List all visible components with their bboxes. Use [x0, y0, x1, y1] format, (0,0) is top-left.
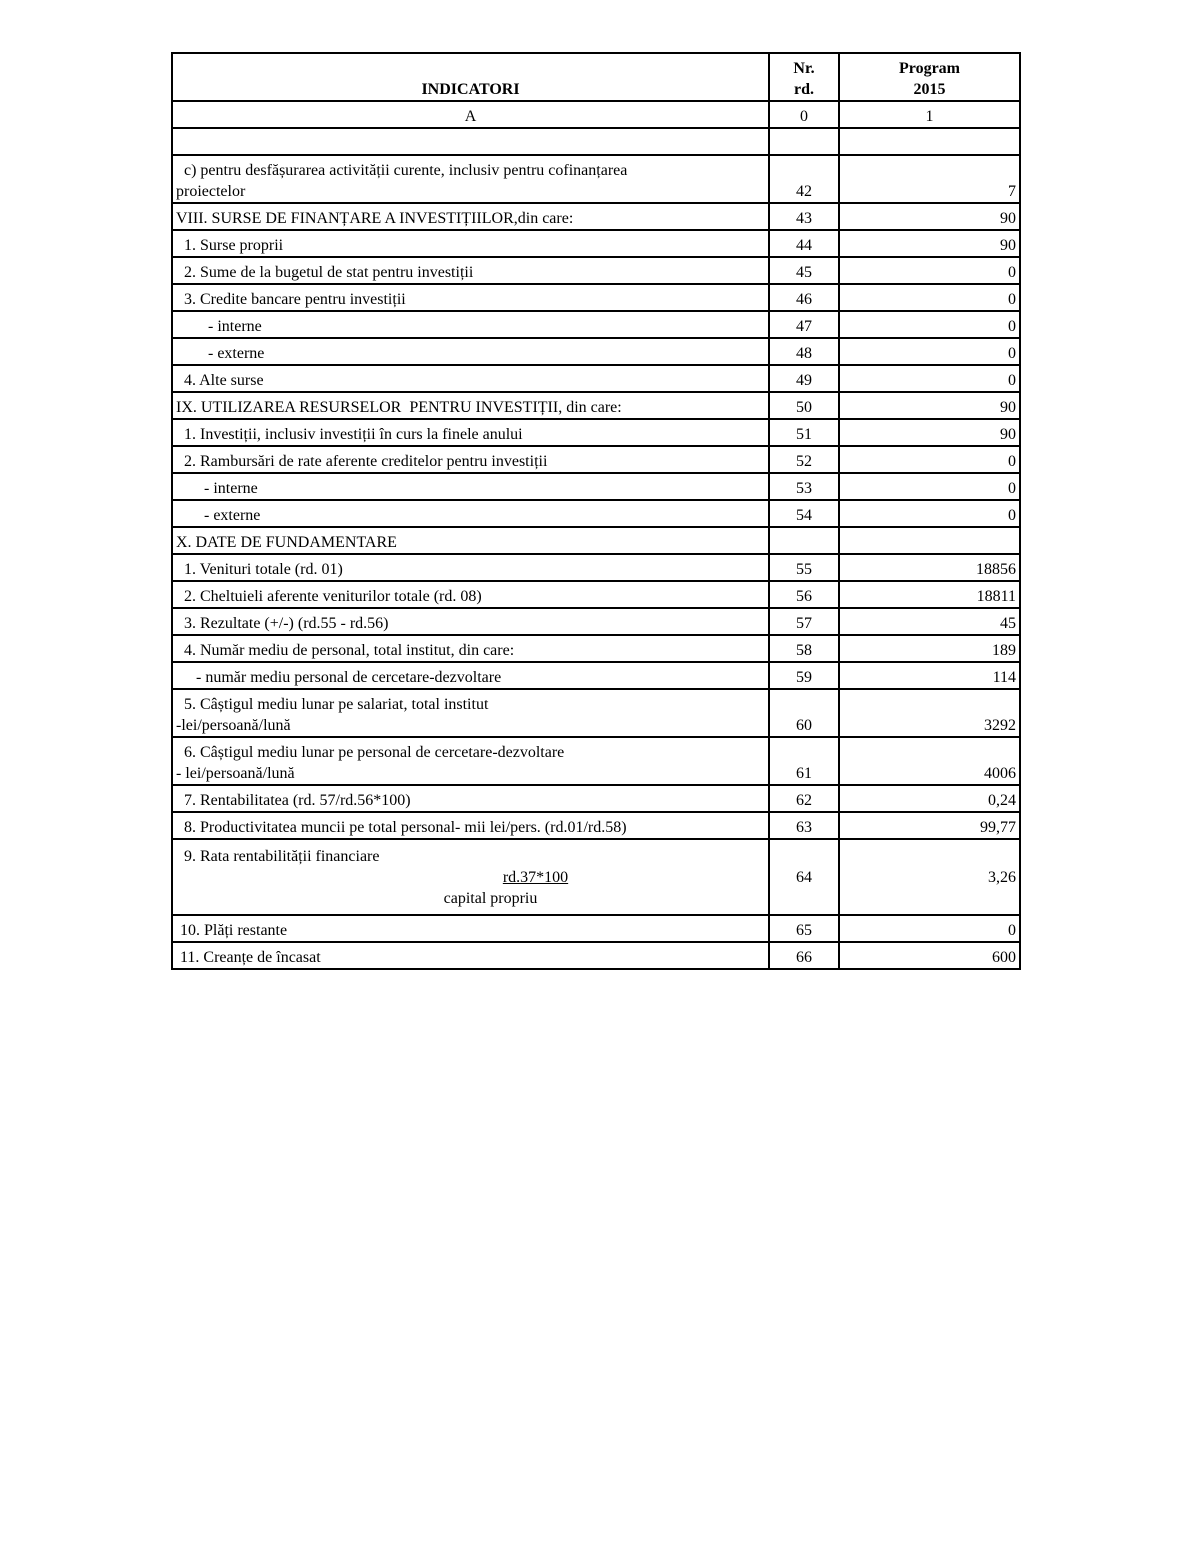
row-label: 11. Creanțe de încasat — [172, 942, 769, 969]
table-row — [172, 689, 1020, 737]
row-nr: 57 — [769, 608, 839, 635]
row-nr: 59 — [769, 662, 839, 689]
row-value: 0 — [839, 365, 1020, 392]
row-label-line2: -lei/persoană/lună — [176, 717, 291, 734]
row-value: 0 — [839, 338, 1020, 365]
row-label: 4. Alte surse — [172, 365, 769, 392]
header-nr-line1: Nr. — [793, 60, 815, 77]
row-nr: 52 — [769, 446, 839, 473]
header-program — [839, 53, 1020, 101]
row-label-line2: proiectelor — [176, 183, 246, 200]
row-value: 18811 — [839, 581, 1020, 608]
row-label: 3. Credite bancare pentru investiții — [172, 284, 769, 311]
table-row — [172, 155, 1020, 203]
row-nr: 61 — [769, 737, 839, 785]
table-row — [172, 473, 1020, 500]
row-label: - interne — [172, 311, 769, 338]
header-program-line1: Program — [898, 60, 960, 77]
row-label — [172, 689, 769, 737]
row-nr: 54 — [769, 500, 839, 527]
row-label: 3. Rezultate (+/-) (rd.55 - rd.56) — [172, 608, 769, 635]
row-nr: 44 — [769, 230, 839, 257]
row-value: 18856 — [839, 554, 1020, 581]
row-value: 4006 — [839, 737, 1020, 785]
row-value: 7 — [839, 155, 1020, 203]
table-row — [172, 203, 1020, 230]
row-value: 0 — [839, 311, 1020, 338]
row-label-line1: 5. Câștigul mediu lunar pe salariat, total institut — [176, 696, 489, 713]
row-label: 2. Sume de la bugetul de stat pentru investiții — [172, 257, 769, 284]
table-row — [172, 662, 1020, 689]
row-label: - interne — [172, 473, 769, 500]
table-header-row — [172, 53, 1020, 101]
table-row — [172, 446, 1020, 473]
row-value: 0 — [839, 915, 1020, 942]
col-index-1: 1 — [839, 101, 1020, 128]
row-nr: 43 — [769, 203, 839, 230]
row-nr: 63 — [769, 812, 839, 839]
table-row — [172, 608, 1020, 635]
table-row — [172, 635, 1020, 662]
formula-numerator: rd.37*100 — [502, 868, 569, 886]
row-label — [172, 128, 769, 155]
row-value: 90 — [839, 203, 1020, 230]
row-label: 1. Investiții, inclusiv investiții în curs la finele anului — [172, 419, 769, 446]
header-program-line2: 2015 — [913, 81, 946, 98]
formula-denominator: capital propriu — [443, 889, 538, 907]
table-row — [172, 365, 1020, 392]
row-nr: 60 — [769, 689, 839, 737]
row-label — [172, 839, 769, 915]
row-value — [839, 128, 1020, 155]
row-label — [172, 155, 769, 203]
column-index-row — [172, 101, 1020, 128]
row-nr: 56 — [769, 581, 839, 608]
table-row — [172, 338, 1020, 365]
table-row — [172, 419, 1020, 446]
row-nr: 65 — [769, 915, 839, 942]
row-value: 99,77 — [839, 812, 1020, 839]
row-label: - număr mediu personal de cercetare-dezvoltare — [172, 662, 769, 689]
row-nr: 51 — [769, 419, 839, 446]
row-value: 90 — [839, 419, 1020, 446]
row-value: 189 — [839, 635, 1020, 662]
row-value: 90 — [839, 230, 1020, 257]
row-nr: 49 — [769, 365, 839, 392]
row-label: VIII. SURSE DE FINANȚARE A INVESTIȚIILOR,din care: — [172, 203, 769, 230]
table-row — [172, 785, 1020, 812]
row-nr: 58 — [769, 635, 839, 662]
header-nr-rd — [769, 53, 839, 101]
table-row — [172, 942, 1020, 969]
table-row — [172, 554, 1020, 581]
row-label: 1. Surse proprii — [172, 230, 769, 257]
row-value: 3292 — [839, 689, 1020, 737]
row-label-line1: 6. Câștigul mediu lunar pe personal de cercetare-dezvoltare — [176, 744, 565, 761]
row-label — [172, 737, 769, 785]
table-row — [172, 392, 1020, 419]
col-index-a: A — [172, 101, 769, 128]
indicators-table — [171, 52, 1021, 970]
table-row — [172, 500, 1020, 527]
col-index-0: 0 — [769, 101, 839, 128]
row-value — [839, 527, 1020, 554]
row-nr: 62 — [769, 785, 839, 812]
row-label-line1: 9. Rata rentabilității financiare — [176, 847, 380, 865]
table-row — [172, 230, 1020, 257]
row-value: 0 — [839, 500, 1020, 527]
row-nr: 45 — [769, 257, 839, 284]
row-value: 0 — [839, 446, 1020, 473]
row-nr: 50 — [769, 392, 839, 419]
table-row — [172, 311, 1020, 338]
row-value: 90 — [839, 392, 1020, 419]
table-row — [172, 527, 1020, 554]
row-label: - externe — [172, 500, 769, 527]
table-row — [172, 737, 1020, 785]
row-label: 4. Număr mediu de personal, total institut, din care: — [172, 635, 769, 662]
row-label: 2. Cheltuieli aferente veniturilor totale (rd. 08) — [172, 581, 769, 608]
row-label: - externe — [172, 338, 769, 365]
row-nr: 46 — [769, 284, 839, 311]
table-row — [172, 915, 1020, 942]
table-row — [172, 284, 1020, 311]
row-label: 7. Rentabilitatea (rd. 57/rd.56*100) — [172, 785, 769, 812]
table-row — [172, 128, 1020, 155]
row-value: 0,24 — [839, 785, 1020, 812]
row-value: 0 — [839, 257, 1020, 284]
row-nr — [769, 527, 839, 554]
row-nr — [769, 128, 839, 155]
row-label: 2. Rambursări de rate aferente creditelor pentru investiții — [172, 446, 769, 473]
row-nr: 53 — [769, 473, 839, 500]
row-value: 0 — [839, 473, 1020, 500]
row-nr: 66 — [769, 942, 839, 969]
row-label: 8. Productivitatea muncii pe total personal- mii lei/pers. (rd.01/rd.58) — [172, 812, 769, 839]
row-nr: 55 — [769, 554, 839, 581]
row-label-line2: - lei/persoană/lună — [176, 765, 295, 782]
table-row — [172, 581, 1020, 608]
table-row — [172, 812, 1020, 839]
row-nr: 47 — [769, 311, 839, 338]
row-value: 45 — [839, 608, 1020, 635]
row-label: X. DATE DE FUNDAMENTARE — [172, 527, 769, 554]
row-label: 1. Venituri totale (rd. 01) — [172, 554, 769, 581]
row-value: 600 — [839, 942, 1020, 969]
table-row — [172, 839, 1020, 915]
row-value: 0 — [839, 284, 1020, 311]
table-row — [172, 257, 1020, 284]
row-label: 10. Plăți restante — [172, 915, 769, 942]
header-indicatori: INDICATORI — [172, 53, 769, 101]
row-label: IX. UTILIZAREA RESURSELOR PENTRU INVESTIȚII, din care: — [172, 392, 769, 419]
row-nr: 48 — [769, 338, 839, 365]
row-value: 3,26 — [839, 839, 1020, 915]
row-nr: 42 — [769, 155, 839, 203]
row-label-line1: c) pentru desfășurarea activității curente, inclusiv pentru cofinanțarea — [176, 162, 628, 179]
header-nr-line2: rd. — [794, 81, 814, 98]
row-value: 114 — [839, 662, 1020, 689]
row-nr: 64 — [769, 839, 839, 915]
